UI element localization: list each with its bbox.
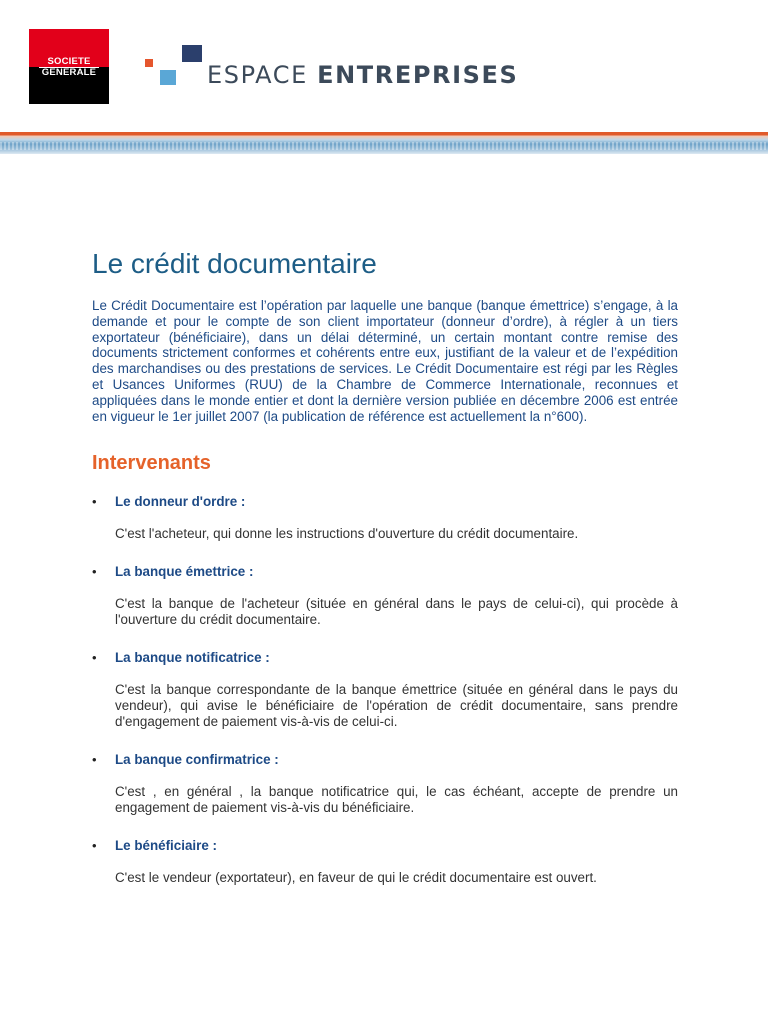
actor-label: Le bénéficiaire : bbox=[115, 838, 217, 854]
bullet-icon: • bbox=[92, 752, 97, 768]
actor-description: C'est , en général , la banque notificatrice qui, le cas échéant, accepte de prendre un engagement de paiement vis-à-vis du bénéficiaire. bbox=[115, 784, 678, 816]
page-title: Le crédit documentaire bbox=[92, 248, 377, 279]
logo-text-line1: SOCIETE bbox=[47, 56, 91, 67]
actor-label: La banque confirmatrice : bbox=[115, 752, 279, 768]
bullet-icon: • bbox=[92, 650, 97, 666]
bullet-icon: • bbox=[92, 838, 97, 854]
document-body bbox=[92, 246, 678, 908]
section-title-intervenants: Intervenants bbox=[92, 452, 211, 475]
espace-word: ESPACE bbox=[207, 61, 308, 89]
list-item bbox=[92, 494, 678, 542]
actor-label: Le donneur d'ordre : bbox=[115, 494, 246, 510]
actor-description: C'est la banque correspondante de la banque émettrice (située en général dans le pays du vendeur), qui avise le bénéficiaire de l'opération de crédit documentaire, sans prendre d'engagement de paiement vis-à-vis de celui-ci. bbox=[115, 682, 678, 730]
list-item bbox=[92, 838, 678, 886]
actor-label: La banque notificatrice : bbox=[115, 650, 270, 666]
bullet-icon: • bbox=[92, 564, 97, 580]
list-item bbox=[92, 752, 678, 816]
page-header bbox=[0, 0, 768, 160]
list-item bbox=[92, 564, 678, 628]
entreprises-word: ENTREPRISES bbox=[317, 61, 519, 89]
espace-squares-logo-icon bbox=[140, 42, 210, 88]
societe-generale-logo bbox=[29, 29, 109, 104]
logo-text-line2: GENERALE bbox=[41, 67, 97, 78]
actor-description: C'est l'acheteur, qui donne les instructions d'ouverture du crédit documentaire. bbox=[115, 526, 579, 542]
intervenants-list bbox=[92, 494, 678, 886]
espace-entreprises-title bbox=[207, 59, 518, 91]
actor-description: C'est la banque de l'acheteur (située en général dans le pays de celui-ci), qui procède à l'ouverture du crédit documentaire. bbox=[115, 596, 678, 628]
intro-paragraph: Le Crédit Documentaire est l’opération par laquelle une banque (banque émettrice) s’engage, à la demande et pour le compte de son client importateur (donneur d’ordre), à régler à un tiers exportateur (bénéficiaire), dans un délai déterminé, un certain montant contre remise des documents strictement conformes et cohérents entre eux, justifiant de la valeur et de l’expédition des marchandises ou des prestations de services. Le Crédit Documentaire est régi par les Règles et Usances Uniformes (RUU) de la Chambre de Commerce Internationale, reconnues et appliquées dans le monde entier et dont la dernière version publiée en décembre 2006 est entrée en vigueur le 1er juillet 2007 (la publication de référence est actuellement la n°600). bbox=[92, 298, 678, 424]
actor-label: La banque émettrice : bbox=[115, 564, 254, 580]
header-stripe-texture bbox=[0, 142, 768, 150]
actor-description: C'est le vendeur (exportateur), en faveur de qui le crédit documentaire est ouvert. bbox=[115, 870, 597, 886]
list-item bbox=[92, 650, 678, 730]
bullet-icon: • bbox=[92, 494, 97, 510]
